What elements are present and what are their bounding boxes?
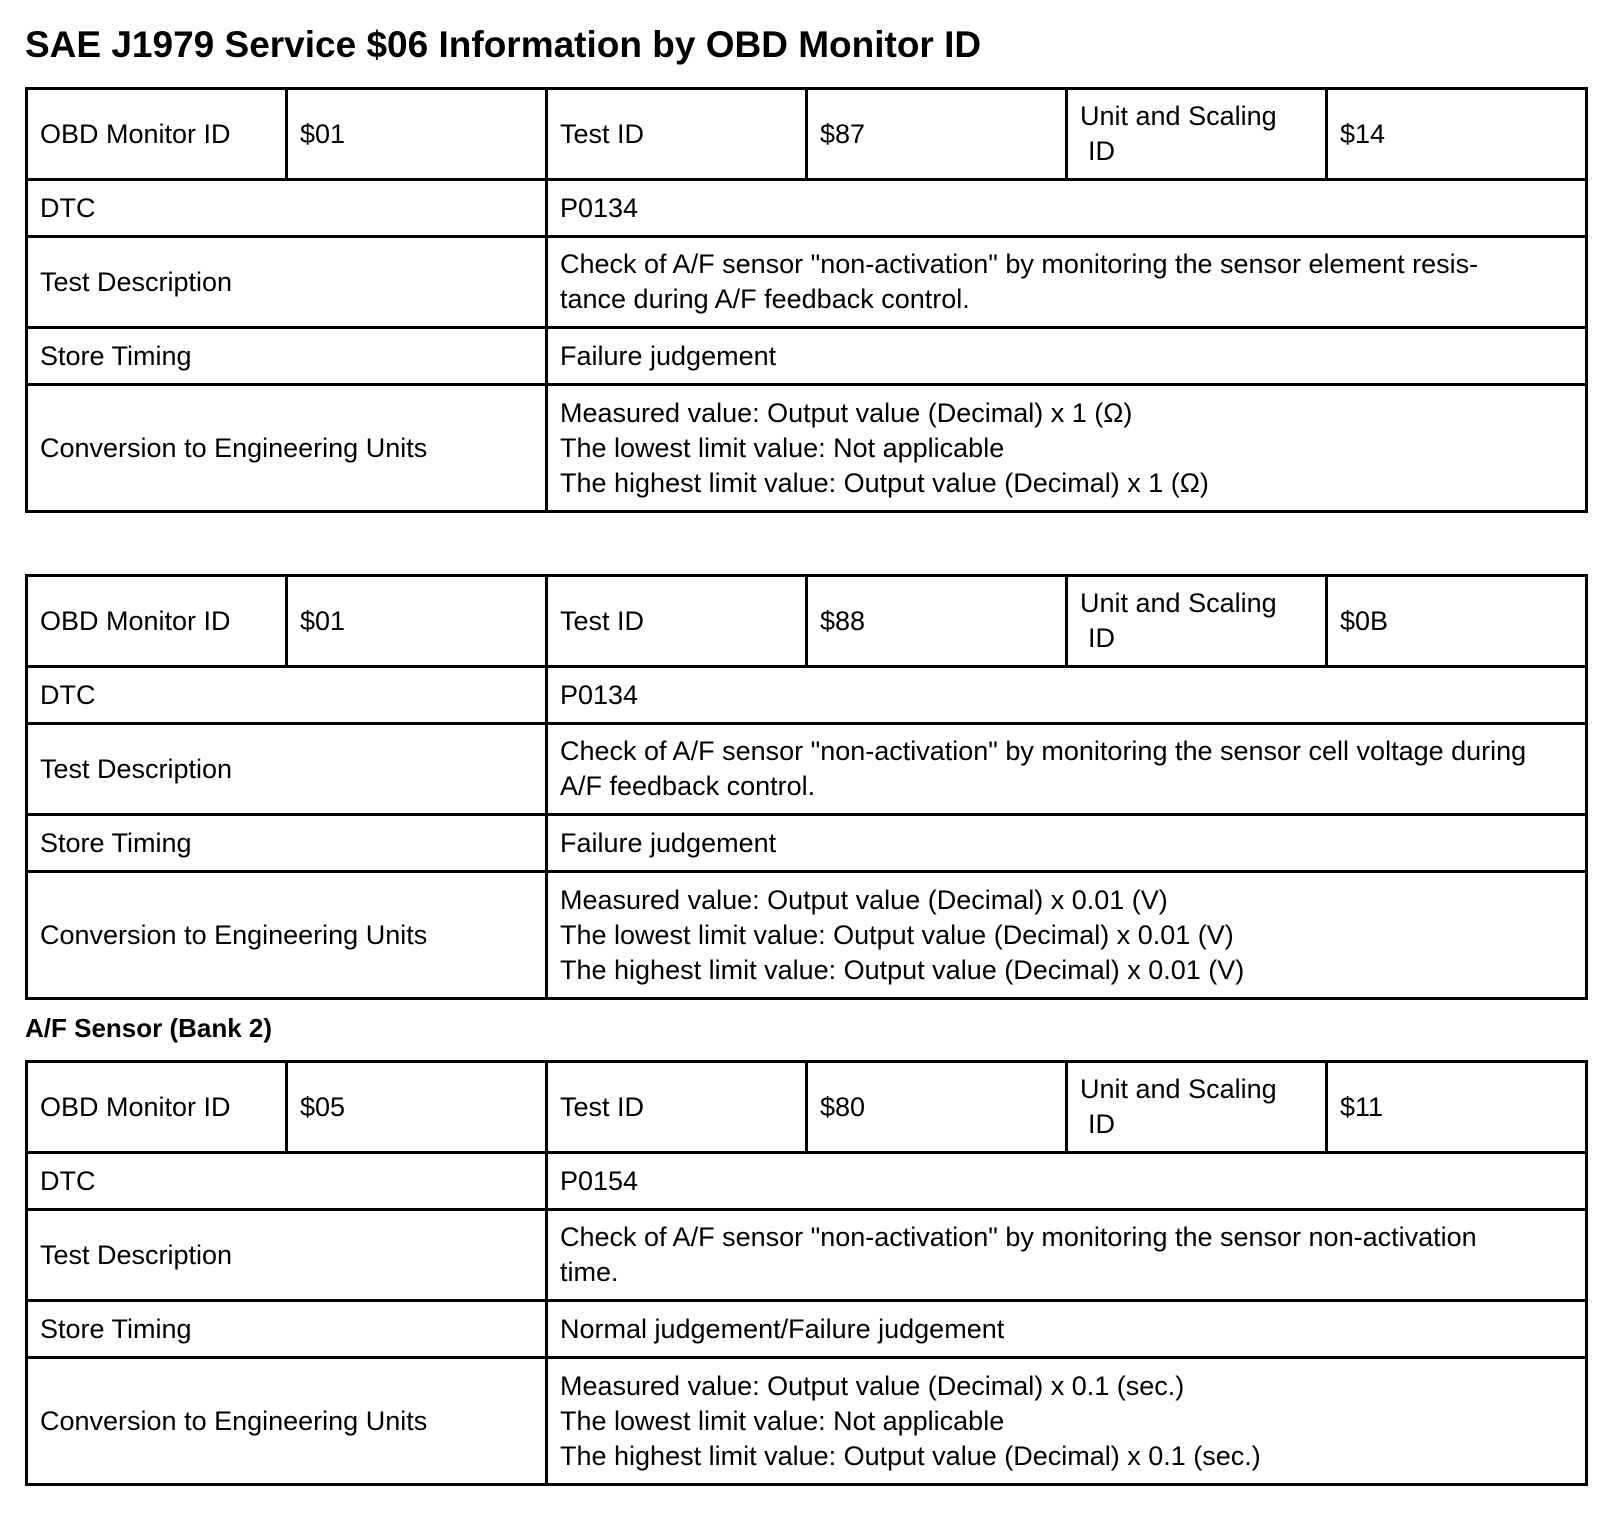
unit-scaling-id-value: $14 <box>1327 89 1587 180</box>
store-timing-value: Normal judgement/Failure judgement <box>547 1301 1587 1358</box>
unit-scaling-id-label <box>1067 576 1327 667</box>
conversion-line: The lowest limit value: Not applicable <box>560 1405 1005 1436</box>
conversion-row <box>27 872 1587 999</box>
dtc-value: P0154 <box>547 1153 1587 1210</box>
test-id-label: Test ID <box>547 89 807 180</box>
header-row <box>27 89 1587 180</box>
monitor-table-1 <box>25 87 1588 513</box>
obd-monitor-id-value: $01 <box>287 89 547 180</box>
monitor-table-3 <box>25 1060 1588 1486</box>
test-description-row <box>27 237 1587 328</box>
conversion-line: The lowest limit value: Not applicable <box>560 432 1005 463</box>
unit-scaling-id-label-line1: Unit and Scaling <box>1080 101 1277 131</box>
monitor-table-2 <box>25 574 1588 1000</box>
dtc-label: DTC <box>27 1153 547 1210</box>
header-row <box>27 1062 1587 1153</box>
conversion-value <box>547 1358 1587 1485</box>
unit-scaling-id-label-line2: ID <box>1088 623 1115 653</box>
store-timing-value: Failure judgement <box>547 815 1587 872</box>
conversion-value <box>547 385 1587 512</box>
conversion-line: Measured value: Output value (Decimal) x 0.1 (sec.) <box>560 1370 1185 1401</box>
conversion-label: Conversion to Engineering Units <box>27 872 547 999</box>
test-id-label: Test ID <box>547 1062 807 1153</box>
unit-scaling-id-label-line2: ID <box>1088 1109 1115 1139</box>
conversion-line: Measured value: Output value (Decimal) x 0.01 (V) <box>560 884 1168 915</box>
test-id-label: Test ID <box>547 576 807 667</box>
obd-monitor-id-label: OBD Monitor ID <box>27 1062 287 1153</box>
dtc-row <box>27 180 1587 237</box>
conversion-row <box>27 385 1587 512</box>
unit-scaling-id-label-line2: ID <box>1088 136 1115 166</box>
obd-monitor-id-label: OBD Monitor ID <box>27 576 287 667</box>
store-timing-row <box>27 815 1587 872</box>
page-title: SAE J1979 Service $06 Information by OBD Monitor ID <box>25 24 982 65</box>
store-timing-label: Store Timing <box>27 815 547 872</box>
conversion-line: The highest limit value: Output value (Decimal) x 1 (Ω) <box>560 467 1209 498</box>
test-description-line: Check of A/F sensor "non-activation" by monitoring the sensor non-activation <box>560 1222 1477 1252</box>
dtc-value: P0134 <box>547 180 1587 237</box>
test-description-label: Test Description <box>27 237 547 328</box>
test-description-label: Test Description <box>27 724 547 815</box>
conversion-line: The highest limit value: Output value (Decimal) x 0.01 (V) <box>560 954 1245 985</box>
conversion-label: Conversion to Engineering Units <box>27 385 547 512</box>
unit-scaling-id-value: $11 <box>1327 1062 1587 1153</box>
conversion-line: The highest limit value: Output value (Decimal) x 0.1 (sec.) <box>560 1440 1261 1471</box>
unit-scaling-id-label-line1: Unit and Scaling <box>1080 1074 1277 1104</box>
obd-monitor-id-label: OBD Monitor ID <box>27 89 287 180</box>
conversion-line: The lowest limit value: Output value (Decimal) x 0.01 (V) <box>560 919 1234 950</box>
obd-monitor-id-value: $05 <box>287 1062 547 1153</box>
test-id-value: $80 <box>807 1062 1067 1153</box>
dtc-row <box>27 1153 1587 1210</box>
store-timing-row <box>27 328 1587 385</box>
test-description-line: Check of A/F sensor "non-activation" by monitoring the sensor element resis- <box>560 249 1479 279</box>
test-description-label: Test Description <box>27 1210 547 1301</box>
unit-scaling-id-label <box>1067 1062 1327 1153</box>
test-description-line: time. <box>560 1257 619 1287</box>
dtc-row <box>27 667 1587 724</box>
unit-scaling-id-label <box>1067 89 1327 180</box>
conversion-line: Measured value: Output value (Decimal) x 1 (Ω) <box>560 397 1133 428</box>
dtc-label: DTC <box>27 667 547 724</box>
obd-monitor-id-value: $01 <box>287 576 547 667</box>
test-description-line: tance during A/F feedback control. <box>560 284 970 314</box>
conversion-label: Conversion to Engineering Units <box>27 1358 547 1485</box>
test-description-line: A/F feedback control. <box>560 771 816 801</box>
test-description-value <box>547 724 1587 815</box>
test-id-value: $87 <box>807 89 1067 180</box>
test-description-row <box>27 724 1587 815</box>
section-heading: A/F Sensor (Bank 2) <box>25 1013 273 1043</box>
dtc-value: P0134 <box>547 667 1587 724</box>
store-timing-label: Store Timing <box>27 1301 547 1358</box>
test-description-line: Check of A/F sensor "non-activation" by monitoring the sensor cell voltage during <box>560 736 1527 766</box>
conversion-row <box>27 1358 1587 1485</box>
unit-scaling-id-value: $0B <box>1327 576 1587 667</box>
dtc-label: DTC <box>27 180 547 237</box>
store-timing-value: Failure judgement <box>547 328 1587 385</box>
conversion-value <box>547 872 1587 999</box>
store-timing-label: Store Timing <box>27 328 547 385</box>
unit-scaling-id-label-line1: Unit and Scaling <box>1080 588 1277 618</box>
store-timing-row <box>27 1301 1587 1358</box>
header-row <box>27 576 1587 667</box>
test-description-row <box>27 1210 1587 1301</box>
test-description-value <box>547 237 1587 328</box>
test-id-value: $88 <box>807 576 1067 667</box>
test-description-value <box>547 1210 1587 1301</box>
